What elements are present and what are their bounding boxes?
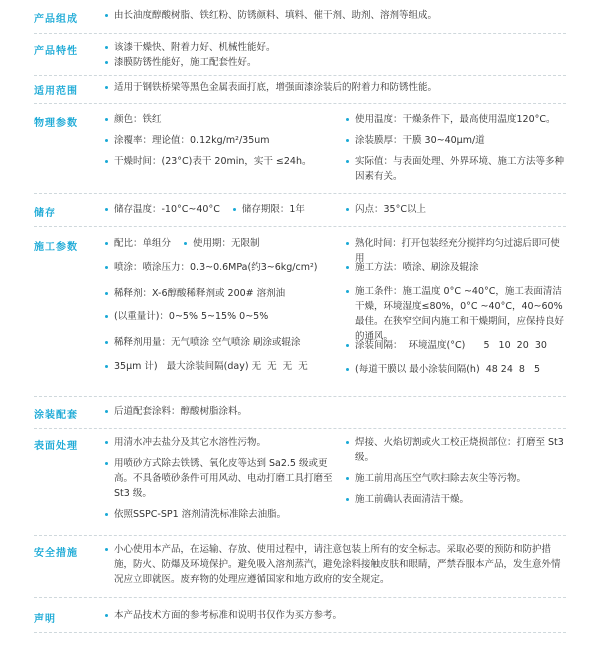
list-item: 闪点：35°C以上 xyxy=(344,202,566,217)
list-item: 用喷砂方式除去铁锈、氧化皮等达到 Sa2.5 级或更高。不具备喷砂条件可用风动、电动打磨工具打磨至 St3 级。 xyxy=(103,456,339,501)
list-item: 熟化时间：打开包装经充分搅拌均匀过滤后即可使用 xyxy=(344,236,566,260)
list-item: 稀释剂：X-6醇酸稀释剂或 200# 溶剂油 xyxy=(103,286,339,309)
section-label: 涂装配套 xyxy=(34,410,78,421)
list-item: 由长油度醇酸树脂、铁红粉、防锈颜料、填料、催干剂、助剂、溶剂等组成。 xyxy=(103,8,565,23)
list-item: 适用于钢铁桥梁等黑色金属表面打底，增强面漆涂装后的附着力和防锈性能。 xyxy=(103,80,565,95)
list-item: (每道干膜以 最小涂装间隔(h) 48 24 8 5 xyxy=(344,362,566,377)
list-item: 施工前确认表面清洁干燥。 xyxy=(344,492,566,507)
divider xyxy=(34,396,566,397)
divider xyxy=(34,75,566,76)
list-item: 储存期限：1年 xyxy=(231,202,305,217)
divider xyxy=(34,226,566,227)
list-item: 干燥时间：(23°C)表干 20min，实干 ≤24h。 xyxy=(103,154,339,169)
list-item: 涂覆率：理论值：0.12kg/m²/35um xyxy=(103,133,339,148)
section-label: 物理参数 xyxy=(34,118,78,129)
section-label: 安全措施 xyxy=(34,548,78,559)
divider xyxy=(34,103,566,104)
list-item: 施工前用高压空气吹扫除去灰尘等污物。 xyxy=(344,471,566,486)
list-item: 喷涂：喷涂压力：0.3~0.6MPa(约3~6kg/cm²) xyxy=(103,260,339,286)
list-item: 依照SSPC-SP1 溶剂清洗标准除去油脂。 xyxy=(103,507,339,522)
list-item: 漆膜防锈性能好，施工配套性好。 xyxy=(103,55,565,70)
list-item: 施工方法：喷涂、刷涂及辊涂 xyxy=(344,260,566,284)
section-label: 产品组成 xyxy=(34,14,78,25)
section-label: 储存 xyxy=(34,208,56,219)
list-item: 涂装膜厚：干膜 30~40μm/道 xyxy=(344,133,566,148)
list-item: 稀释剂用量：无气喷涂 空气喷涂 刷涂或辊涂 xyxy=(103,335,339,359)
list-item: 使用温度：干燥条件下，最高使用温度120°C。 xyxy=(344,112,566,127)
list-item: 涂装间隔： 环境温度(°C) 5 10 20 30 xyxy=(344,338,566,362)
section-label: 施工参数 xyxy=(34,242,78,253)
divider xyxy=(34,428,566,429)
list-item: 后道配套涂料：醇酸树脂涂料。 xyxy=(103,404,565,419)
divider xyxy=(34,33,566,34)
list-item: 该漆干燥快、附着力好、机械性能好。 xyxy=(103,40,565,55)
list-item: 35μm 计) 最大涂装间隔(day) 无 无 无 无 xyxy=(103,359,339,374)
section-label: 表面处理 xyxy=(34,441,78,452)
section-label: 适用范围 xyxy=(34,86,78,97)
divider xyxy=(34,193,566,194)
list-item: 小心使用本产品，在运输、存放、使用过程中，请注意包装上所有的安全标志。采取必要的预防和防护措施，防火、防爆及环境保护。避免吸入溶剂蒸汽，避免涂料接触皮肤和眼睛，严禁吞服本产品，发生意外情况应立即就医。废弃物的处理应遵循国家和地方政府的安全规定。 xyxy=(103,542,565,587)
list-item: 使用期：无限制 xyxy=(182,236,260,251)
section-label: 产品特性 xyxy=(34,46,78,57)
divider xyxy=(34,535,566,536)
list-item: 储存温度：-10°C~40°C xyxy=(103,202,220,217)
divider xyxy=(34,597,566,598)
divider xyxy=(34,632,566,633)
list-item: 颜色：铁红 xyxy=(103,112,339,127)
list-item: 配比：单组分 xyxy=(103,236,171,251)
list-item: 本产品技术方面的参考标准和说明书仅作为买方参考。 xyxy=(103,608,565,623)
list-item: 焊接、火焰切割或火工校正烧损部位：打磨至 St3 级。 xyxy=(344,435,566,465)
list-item: 施工条件：施工温度 0°C ~40°C，施工表面清洁干燥，环境湿度≤80%，0°C ~40°C，40~60%最佳。在狭窄空间内施工和干燥期间，应保持良好的通风。 xyxy=(344,284,566,338)
list-item: 实际值：与表面处理、外界环境、施工方法等多种因素有关。 xyxy=(344,154,566,184)
list-item: (以重量计)：0~5% 5~15% 0~5% xyxy=(103,309,339,335)
list-item: 用清水冲去盐分及其它水溶性污物。 xyxy=(103,435,339,450)
section-label: 声明 xyxy=(34,614,56,625)
